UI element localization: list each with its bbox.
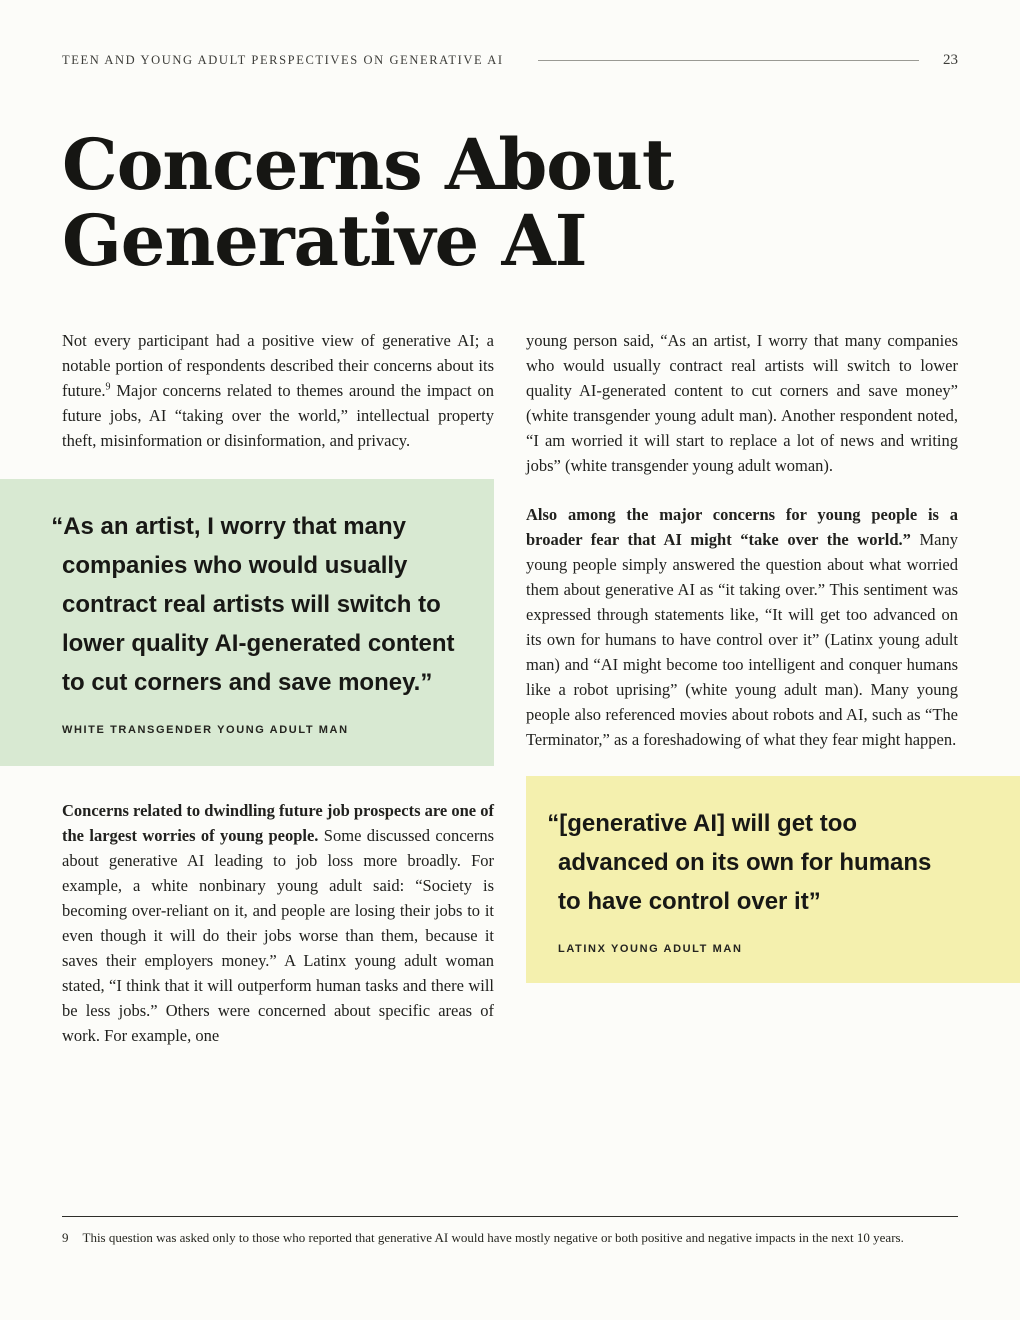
header-rule-divider bbox=[538, 60, 919, 61]
paragraph-artist-quote: young person said, “As an artist, I worry that many companies who would usually contract real artists will switch to lower quality AI-generated content to cut corners and save money” (white transgender young adult man). Another respondent noted, “I am worried it will start to replace a lot of news and writing jobs” (white transgender young adult woman). bbox=[526, 331, 958, 476]
footnote bbox=[62, 1216, 958, 1247]
page-number: 23 bbox=[943, 52, 958, 68]
paragraph-take-over-world-body: Many young people simply answered the question about what worried them about generative AI as “it taking over.” This sentiment was expressed through statements like, “It will get too advanced on its own for humans to have control over it” (Latinx young adult man) and “AI might become too intelligent and conquer humans like a robot uprising” (white young adult man). Many young people also referenced movies about robots and AI, such as “The Terminator,” as a foreshadowing of what they fear might happen. bbox=[526, 530, 958, 750]
footnote-text: This question was asked only to those who reported that generative AI would have mostly negative or both positive and negative impacts in the next 10 years. bbox=[82, 1230, 904, 1245]
paragraph-job-concerns-lead: Concerns related to dwindling future job prospects are one of the largest worries of young people. bbox=[62, 801, 494, 846]
pull-quote-green-attribution: WHITE TRANSGENDER YOUNG ADULT MAN bbox=[62, 724, 349, 737]
footnote-number: 9 bbox=[62, 1230, 69, 1245]
page-title-line-2: Generative AI bbox=[62, 198, 587, 282]
footnote-reference-9: 9 bbox=[105, 381, 111, 393]
pull-quote-yellow bbox=[526, 776, 1020, 983]
intro-text-continued: Major concerns related to themes around the impact on future jobs, AI “taking over the world,” intellectual property theft, misinformation or disinformation, and privacy. bbox=[62, 381, 494, 451]
running-header bbox=[0, 0, 1020, 69]
page-title bbox=[62, 123, 958, 282]
pull-quote-yellow-attribution: LATINX YOUNG ADULT MAN bbox=[558, 943, 743, 956]
right-column bbox=[526, 328, 958, 1048]
paragraph-intro bbox=[62, 328, 494, 453]
pull-quote-green bbox=[0, 479, 494, 766]
left-column bbox=[51, 328, 495, 1048]
paragraph-take-over-world-lead: Also among the major concerns for young people is a broader fear that AI might “take over the world.” bbox=[526, 505, 958, 550]
paragraph-job-concerns-body: Some discussed concerns about generative AI leading to job loss more broadly. For example, a white nonbinary young adult said: “Society is becoming over-reliant on it, and people are losing their jobs to it even though it will do their jobs worse than them, because it saves their employers money.” A Latinx young adult woman stated, “I think that it will outperform human tasks and there will be less jobs.” Others were concerned about specific areas of work. For example, one bbox=[62, 826, 495, 1046]
body-columns bbox=[51, 328, 958, 1048]
paragraph-take-over-world bbox=[526, 502, 958, 752]
pull-quote-yellow-text: “[generative AI] will get too advanced on its own for humans to have control over it” bbox=[547, 810, 932, 916]
intro-text: Not every participant had a positive view of generative AI; a notable portion of respondents described their concerns about its future. bbox=[62, 331, 494, 401]
pull-quote-green-text: “As an artist, I worry that many companies who would usually contract real artists will switch to lower quality AI-generated content to cut corners and save money.” bbox=[51, 513, 455, 697]
running-title: TEEN AND YOUNG ADULT PERSPECTIVES ON GENERATIVE AI bbox=[62, 53, 504, 67]
page-title-line-1: Concerns About bbox=[62, 123, 674, 206]
paragraph-job-concerns bbox=[62, 798, 494, 1048]
